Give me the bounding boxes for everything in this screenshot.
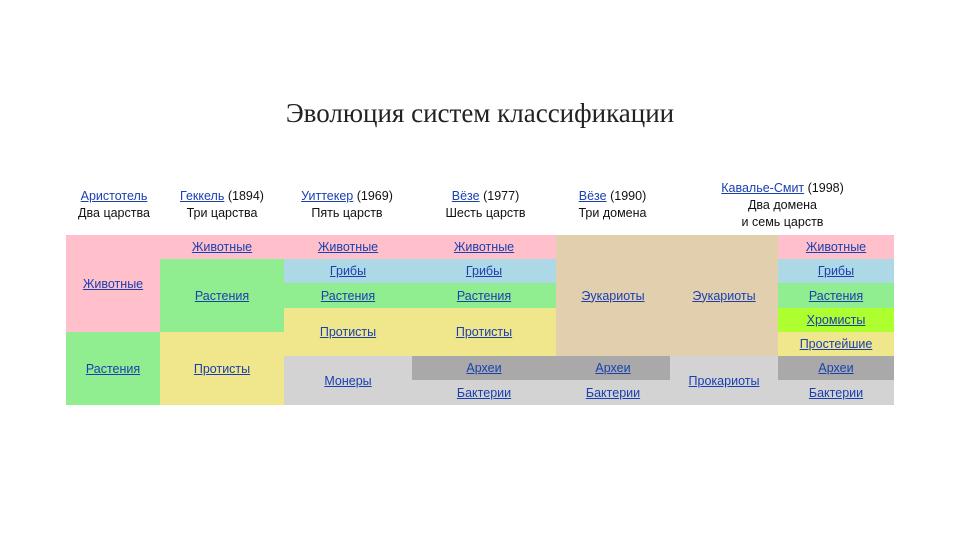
cell-animals <box>412 235 556 259</box>
cell-archaea <box>556 356 670 380</box>
cell-link[interactable]: Растения <box>456 288 512 303</box>
cell-link[interactable]: Прокариоты <box>688 373 760 388</box>
cell-link[interactable]: Грибы <box>329 264 367 278</box>
cell-link[interactable]: Животные <box>191 240 253 254</box>
cell-link[interactable]: Бактерии <box>585 385 641 400</box>
cell-archaea <box>412 356 556 380</box>
header-year: (1969) <box>356 189 393 203</box>
header-woese-1977 <box>418 188 553 222</box>
cell-link[interactable]: Протисты <box>319 325 377 339</box>
header-year: (1977) <box>483 189 520 203</box>
cell-link[interactable]: Растения <box>85 361 141 376</box>
cell-link[interactable]: Эукариоты <box>581 288 645 303</box>
cell-link[interactable]: Археи <box>818 361 854 375</box>
cell-eukaryotes <box>670 235 778 356</box>
cell-link[interactable]: Животные <box>805 240 867 254</box>
cell-link[interactable]: Грибы <box>817 264 855 278</box>
cell-plants <box>66 332 160 405</box>
cell-archaea <box>778 356 894 380</box>
cell-plants <box>160 259 284 332</box>
cell-animals <box>160 235 284 259</box>
cell-animals <box>284 235 412 259</box>
header-desc: Пять царств <box>311 206 383 220</box>
cell-bacteria <box>556 380 670 405</box>
header-woese-1990 <box>555 188 670 222</box>
author-link[interactable]: Кавалье-Смит <box>721 181 805 195</box>
cell-link[interactable]: Хромисты <box>806 313 866 327</box>
author-link[interactable]: Аристотель <box>80 189 148 203</box>
cell-link[interactable]: Животные <box>317 240 379 254</box>
cell-protists <box>412 308 556 356</box>
cell-link[interactable]: Археи <box>466 361 502 375</box>
header-whittaker <box>283 188 411 222</box>
header-year: (1894) <box>227 189 264 203</box>
cell-link[interactable]: Растения <box>320 288 376 303</box>
cell-link[interactable]: Растения <box>808 288 864 303</box>
cell-link[interactable]: Грибы <box>465 264 503 278</box>
cell-fungi <box>778 259 894 283</box>
cell-eukaryotes <box>556 235 670 356</box>
header-year: (1990) <box>610 189 647 203</box>
header-desc: Два царства <box>78 206 150 220</box>
cell-link[interactable]: Эукариоты <box>692 288 756 303</box>
cell-link[interactable]: Простейшие <box>799 337 873 351</box>
page-title: Эволюция систем классификации <box>285 98 675 128</box>
header-desc: Шесть царств <box>445 206 526 220</box>
header-desc: Три домена <box>578 206 647 220</box>
cell-fungi <box>412 259 556 283</box>
header-cavalier-smith <box>690 180 875 231</box>
cell-animals <box>66 235 160 332</box>
header-haeckel <box>163 188 281 222</box>
cell-link[interactable]: Протисты <box>193 361 251 376</box>
header-desc: Два домена <box>747 198 818 212</box>
cell-link[interactable]: Животные <box>453 240 515 254</box>
cell-prokaryotes <box>670 356 778 405</box>
cell-link[interactable]: Бактерии <box>808 385 864 400</box>
cell-monera <box>284 356 412 405</box>
cell-link[interactable]: Монеры <box>324 373 372 388</box>
author-link[interactable]: Вёзе <box>578 189 607 203</box>
author-link[interactable]: Уиттекер <box>301 189 354 203</box>
cell-protists <box>284 308 412 356</box>
cell-link[interactable]: Животные <box>82 276 144 291</box>
cell-fungi <box>284 259 412 283</box>
cell-plants <box>284 283 412 308</box>
cell-chromista <box>778 308 894 332</box>
cell-link[interactable]: Бактерии <box>456 385 512 400</box>
cell-protozoa <box>778 332 894 356</box>
cell-plants <box>412 283 556 308</box>
cell-link[interactable]: Археи <box>595 361 631 375</box>
header-desc-line2: и семь царств <box>741 215 824 229</box>
author-link[interactable]: Вёзе <box>451 189 480 203</box>
author-link[interactable]: Геккель <box>180 189 225 203</box>
cell-link[interactable]: Протисты <box>455 325 513 339</box>
cell-animals <box>778 235 894 259</box>
cell-protists <box>160 332 284 405</box>
header-aristotle <box>62 188 166 222</box>
cell-plants <box>778 283 894 308</box>
cell-bacteria <box>778 380 894 405</box>
cell-link[interactable]: Растения <box>194 288 250 303</box>
header-year: (1998) <box>807 181 844 195</box>
cell-bacteria <box>412 380 556 405</box>
header-desc: Три царства <box>186 206 258 220</box>
